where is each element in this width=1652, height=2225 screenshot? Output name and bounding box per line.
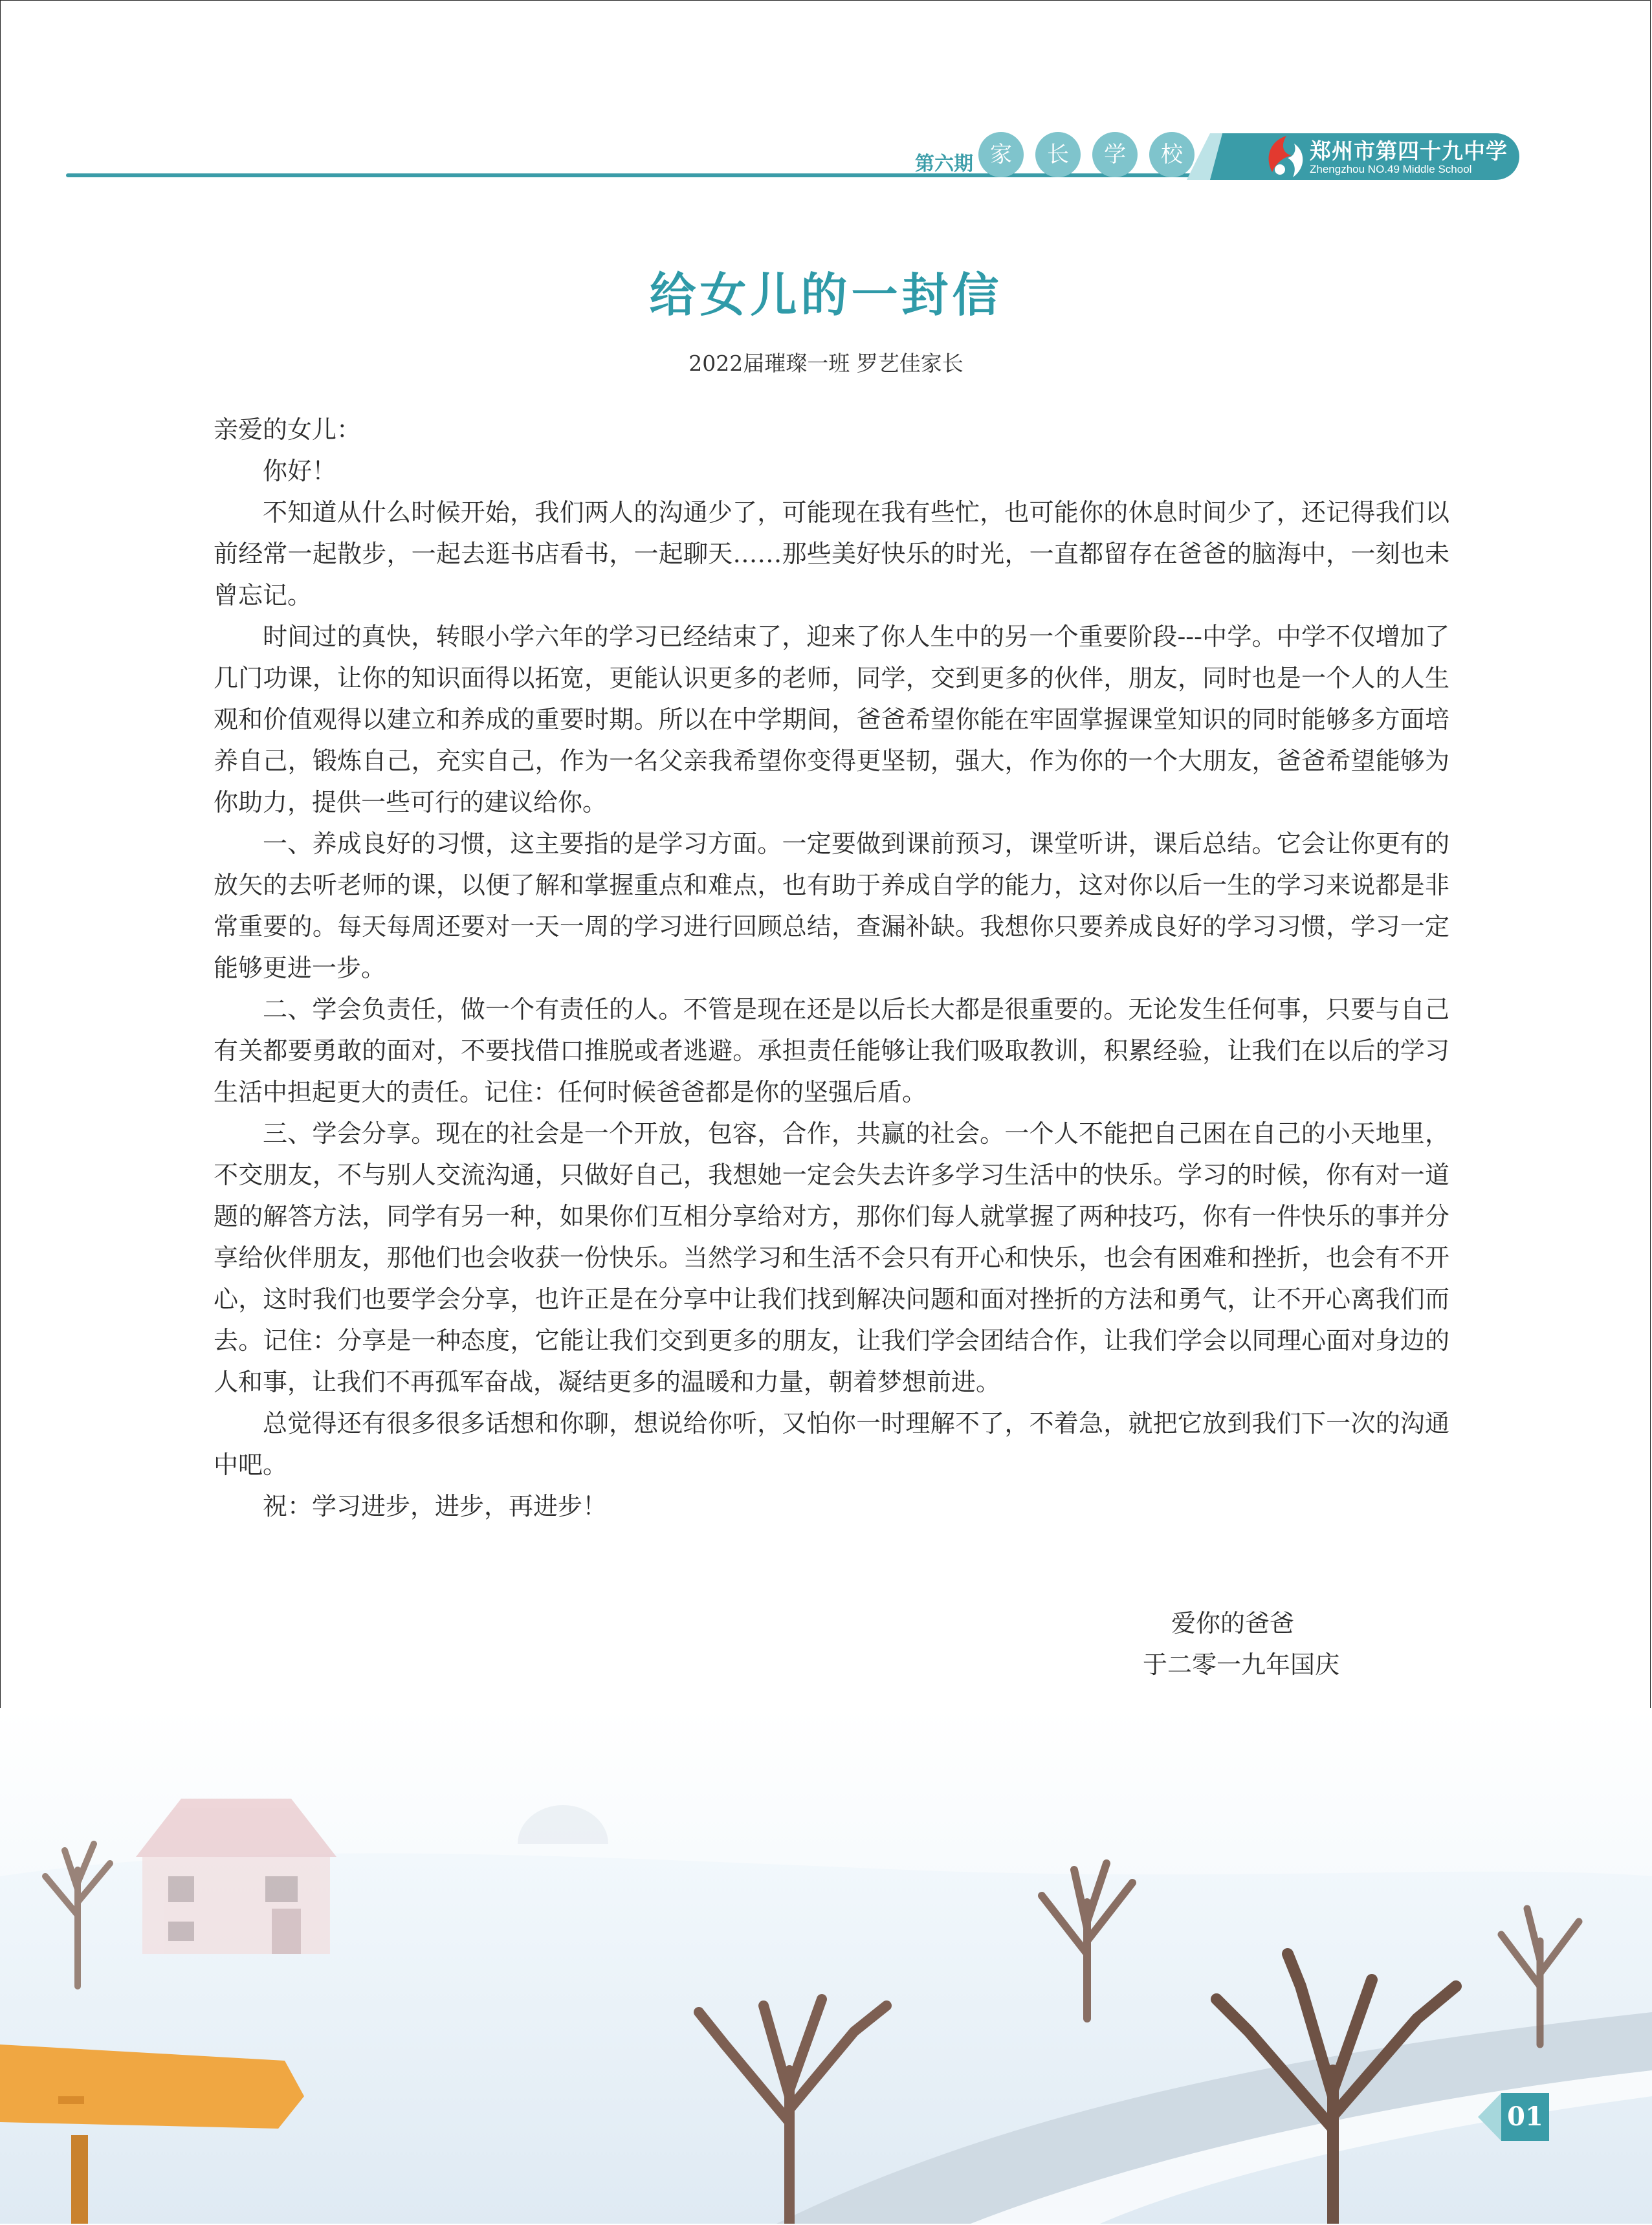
paragraph: 总觉得还有很多很多话想和你聊，想说给你听，又怕你一时理解不了，不着急，就把它放到我们下一次的沟通中吧。 (214, 1409, 1449, 1479)
header-circle-xiao: 校 (1149, 132, 1195, 177)
school-logo-icon (1261, 132, 1308, 181)
paragraph: 不知道从什么时候开始，我们两人的沟通少了，可能现在我有些忙，也可能你的休息时间少了，还记得我们以前经常一起散步，一起去逛书店看书，一起聊天……那些美好快乐的时光，一直都留存在爸爸的脑海中，一刻也未曾忘记。 (214, 498, 1449, 609)
page-number: 01 (1501, 2093, 1549, 2141)
house-icon (136, 1799, 336, 1954)
school-name-cn: 郑州市第四十九中学 (1310, 138, 1508, 164)
paragraph: 三、学会分享。现在的社会是一个开放，包容，合作，共赢的社会。一个人不能把自己困在自己的小天地里，不交朋友，不与别人交流沟通，只做好自己，我想她一定会失去许多学习生活中的快乐。学习的时候，你有对一道题的解答方法，同学有另一种，如果你们互相分享给对方，那你们每人就掌握了两种技巧，你有一件快乐的事并分享给伙伴朋友，那他们也会收获一份快乐。当然学习和生活不会只有开心和快乐，也会有困难和挫折，也会有不开心，这时我们也要学会分享，也许正是在分享中让我们找到解决问题和面对挫折的方法和勇气，让不开心离我们而去。记住：分享是一种态度，它能让我们交到更多的朋友，让我们学会团结合作，让我们学会以同理心面对身边的人和事，让我们不再孤军奋战，凝结更多的温暖和力量，朝着梦想前进。 (214, 1119, 1449, 1396)
letter-body (214, 450, 1449, 1527)
header-circle-zhang: 长 (1035, 132, 1081, 177)
article-title: 给女儿的一封信 (649, 267, 1003, 322)
paragraph: 二、学会负责任，做一个有责任的人。不管是现在还是以后长大都是很重要的。无论发生任何事，只要与自己有关都要勇敢的面对，不要找借口推脱或者逃避。承担责任能够让我们吸取教训，积累经验，让我们在以后的学习生活中担起更大的责任。记住：任何时候爸爸都是你的坚强后盾。 (214, 995, 1449, 1106)
salutation: 亲爱的女儿： (214, 415, 362, 444)
signature: 爱你的爸爸 (1171, 1609, 1295, 1638)
issue-label: 第六期 (915, 153, 973, 175)
paragraph: 时间过的真快，转眼小学六年的学习已经结束了，迎来了你人生中的另一个重要阶段---中学。中学不仅增加了几门功课，让你的知识面得以拓宽，更能认识更多的老师，同学，交到更多的伙伴，朋友，同时也是一个人的人生观和价值观得以建立和养成的重要时期。所以在中学期间，爸爸希望你能在牢固掌握课堂知识的同时能够多方面培养自己，锻炼自己，充实自己，作为一名父亲我希望你变得更坚韧，强大，作为你的一个大朋友，爸爸希望能够为你助力，提供一些可行的建议给你。 (214, 622, 1449, 817)
article-byline: 2022届璀璨一班 罗艺佳家长 (688, 351, 964, 376)
header-circle-jia: 家 (978, 132, 1024, 177)
header-circle-xue: 学 (1092, 132, 1138, 177)
header-rule (66, 173, 1283, 177)
school-name-en: Zhengzhou NO.49 Middle School (1310, 163, 1472, 175)
paragraph: 一、养成良好的习惯，这主要指的是学习方面。一定要做到课前预习，课堂听讲，课后总结。它会让你更有的放矢的去听老师的课，以便了解和掌握重点和难点，也有助于养成自学的能力，这对你以后一生的学习来说都是非常重要的。每天每周还要对一天一周的学习进行回顾总结，查漏补缺。我想你只要养成良好的学习习惯，学习一定能够更进一步。 (214, 829, 1449, 982)
paragraph: 祝：学习进步，进步，再进步！ (263, 1492, 608, 1520)
paragraph: 你好！ (263, 457, 337, 485)
signature-date: 于二零一九年国庆 (1143, 1650, 1340, 1679)
winter-scene-illustration (0, 1708, 1652, 2224)
